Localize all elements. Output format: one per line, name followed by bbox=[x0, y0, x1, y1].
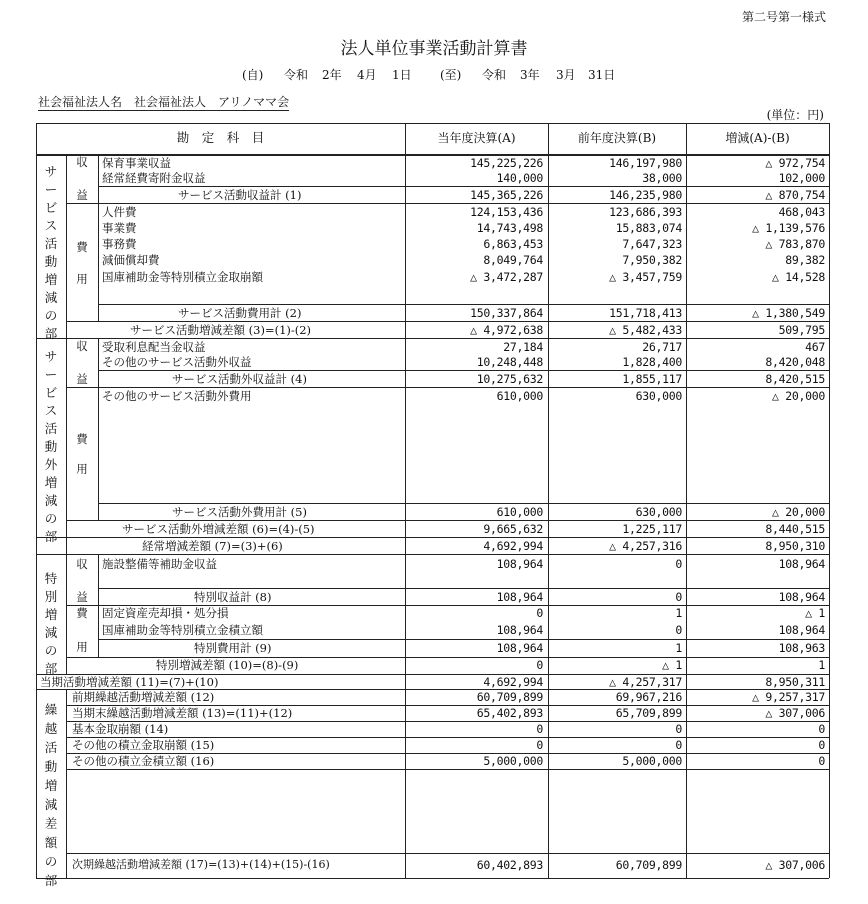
cell-diff: 108,964 bbox=[778, 590, 825, 604]
row-label: 固定資産売却損・処分損 bbox=[102, 606, 229, 620]
cell-diff: △ 1,380,549 bbox=[752, 306, 825, 320]
cell-previous: 65,709,899 bbox=[615, 706, 682, 720]
cell-diff: 102,000 bbox=[778, 171, 825, 185]
row-label: その他の積立金取崩額 (15) bbox=[72, 738, 215, 752]
row-label: 保育事業収益 bbox=[102, 156, 171, 170]
row-label: 経常増減差額 (7)=(3)+(6) bbox=[142, 539, 283, 553]
group-cost-3b: 用 bbox=[76, 640, 88, 654]
cell-previous: △ 3,457,759 bbox=[609, 270, 682, 284]
cell-previous: 60,709,899 bbox=[615, 858, 682, 872]
cell-current: 145,365,226 bbox=[470, 188, 543, 202]
cell-previous: 146,197,980 bbox=[609, 156, 682, 170]
cell-diff: 8,950,310 bbox=[765, 539, 825, 553]
cell-current: 60,402,893 bbox=[476, 858, 543, 872]
row-label: 特別費用計 (9) bbox=[194, 641, 272, 655]
row-label: 特別増減差額 (10)=(8)-(9) bbox=[156, 658, 299, 672]
row-label: 基本金取崩額 (14) bbox=[72, 722, 169, 736]
row-label: サービス活動収益計 (1) bbox=[178, 188, 302, 202]
section-service: サービス活動増減の部 bbox=[44, 164, 58, 341]
cell-current: 6,863,453 bbox=[483, 237, 543, 251]
cell-diff: △ 14,528 bbox=[772, 270, 825, 284]
cell-previous: △ 5,482,433 bbox=[609, 323, 682, 337]
period-to-day: 31日 bbox=[588, 68, 616, 82]
row-label: 減価償却費 bbox=[102, 253, 160, 267]
period-to-month: 3月 bbox=[556, 68, 576, 82]
group-revenue-3a: 収 bbox=[76, 557, 88, 571]
cell-current: 0 bbox=[536, 606, 543, 620]
cell-previous: 69,967,216 bbox=[615, 690, 682, 704]
cell-diff: 0 bbox=[818, 754, 825, 768]
cell-previous: 7,647,323 bbox=[622, 237, 682, 251]
cell-diff: △ 20,000 bbox=[772, 389, 825, 403]
cell-diff: 8,420,048 bbox=[765, 355, 825, 369]
row-label: サービス活動外費用計 (5) bbox=[172, 505, 307, 519]
cell-previous: △ 4,257,316 bbox=[609, 539, 682, 553]
group-revenue-1b: 益 bbox=[76, 188, 88, 202]
form-number: 第二号第一様式 bbox=[741, 10, 826, 24]
cell-previous: 146,235,980 bbox=[609, 188, 682, 202]
section-non-service: サービス活動外増減の部 bbox=[44, 349, 58, 544]
cell-current: △ 3,472,287 bbox=[470, 270, 543, 284]
cell-current: 4,692,994 bbox=[483, 539, 543, 553]
cell-diff: 108,964 bbox=[778, 557, 825, 571]
cell-current: 27,184 bbox=[503, 340, 543, 354]
cell-current: 14,743,498 bbox=[476, 221, 543, 235]
row-label: サービス活動外増減差額 (6)=(4)-(5) bbox=[122, 522, 315, 536]
cell-diff: △ 783,870 bbox=[765, 237, 825, 251]
cell-current: 610,000 bbox=[496, 389, 543, 403]
cell-previous: 0 bbox=[675, 590, 682, 604]
row-label: サービス活動増減差額 (3)=(1)-(2) bbox=[130, 323, 312, 337]
cell-previous: 630,000 bbox=[635, 505, 682, 519]
cell-current: 0 bbox=[536, 738, 543, 752]
period-to-era: 令和 bbox=[482, 68, 507, 82]
row-label: 当期活動増減差額 (11)=(7)+(10) bbox=[40, 675, 219, 689]
unit-label: (単位：円) bbox=[766, 108, 824, 122]
row-label: その他の積立金積立額 (16) bbox=[72, 754, 215, 768]
cell-previous: 1 bbox=[675, 606, 682, 620]
group-cost-3a: 費 bbox=[76, 606, 88, 620]
cell-current: 124,153,436 bbox=[470, 205, 543, 219]
row-label: 事業費 bbox=[102, 221, 137, 235]
cell-current: 60,709,899 bbox=[476, 690, 543, 704]
cell-diff: 509,795 bbox=[778, 323, 825, 337]
cell-previous: △ 1 bbox=[662, 658, 682, 672]
row-label: サービス活動外収益計 (4) bbox=[172, 372, 307, 386]
row-label: サービス活動費用計 (2) bbox=[178, 306, 302, 320]
cell-previous: 15,883,074 bbox=[615, 221, 682, 235]
cell-diff: 1 bbox=[818, 658, 825, 672]
cell-current: 108,964 bbox=[496, 557, 543, 571]
cell-diff: △ 307,006 bbox=[765, 858, 825, 872]
cell-current: △ 4,972,638 bbox=[470, 323, 543, 337]
cell-current: 108,964 bbox=[496, 641, 543, 655]
cell-previous: 0 bbox=[675, 738, 682, 752]
header-diff: 増減(A)-(B) bbox=[725, 131, 790, 145]
row-label: 次期繰越活動増減差額 (17)=(13)+(14)+(15)-(16) bbox=[72, 858, 330, 871]
cell-current: 10,248,448 bbox=[476, 355, 543, 369]
cell-current: 4,692,994 bbox=[483, 675, 543, 689]
period-from-era: 令和 bbox=[284, 68, 309, 82]
cell-diff: 8,420,515 bbox=[765, 372, 825, 386]
cell-current: 610,000 bbox=[496, 505, 543, 519]
cell-previous: 5,000,000 bbox=[622, 754, 682, 768]
cell-diff: △ 307,006 bbox=[765, 706, 825, 720]
cell-diff: 467 bbox=[805, 340, 825, 354]
row-label: 国庫補助金等特別積立金積立額 bbox=[102, 623, 263, 637]
cell-diff: △ 1 bbox=[805, 606, 825, 620]
row-label: 当期末繰越活動増減差額 (13)=(11)+(12) bbox=[72, 706, 293, 720]
row-label: 人件費 bbox=[102, 205, 137, 219]
row-label: その他のサービス活動外費用 bbox=[102, 389, 252, 403]
cell-diff: 89,382 bbox=[785, 253, 825, 267]
cell-diff: △ 972,754 bbox=[765, 156, 825, 170]
group-revenue-2b: 益 bbox=[76, 372, 88, 386]
cell-previous: △ 4,257,317 bbox=[609, 675, 682, 689]
group-cost-1a: 費 bbox=[76, 240, 88, 254]
cell-diff: △ 9,257,317 bbox=[752, 690, 825, 704]
cell-diff: 468,043 bbox=[778, 205, 825, 219]
cell-current: 108,964 bbox=[496, 590, 543, 604]
cell-previous: 0 bbox=[675, 722, 682, 736]
cell-previous: 1 bbox=[675, 641, 682, 655]
period-to-year: 3年 bbox=[520, 68, 540, 82]
cell-previous: 1,855,117 bbox=[622, 372, 682, 386]
cell-previous: 1,225,117 bbox=[622, 522, 682, 536]
cell-current: 0 bbox=[536, 658, 543, 672]
cell-previous: 7,950,382 bbox=[622, 253, 682, 267]
header-account: 勘 定 科 目 bbox=[176, 130, 265, 145]
cell-current: 140,000 bbox=[496, 171, 543, 185]
cell-current: 108,964 bbox=[496, 623, 543, 637]
row-label: 経常経費寄附金収益 bbox=[102, 171, 206, 185]
cell-current: 10,275,632 bbox=[476, 372, 543, 386]
period-to-label: (至) bbox=[440, 68, 462, 82]
row-label: 事務費 bbox=[102, 237, 137, 251]
row-label: 施設整備等補助金収益 bbox=[102, 557, 217, 571]
cell-previous: 0 bbox=[675, 623, 682, 637]
cell-current: 145,225,226 bbox=[470, 156, 543, 170]
cell-diff: 8,950,311 bbox=[765, 675, 825, 689]
document-title: 法人単位事業活動計算書 bbox=[340, 39, 528, 59]
cell-previous: 151,718,413 bbox=[609, 306, 682, 320]
cell-previous: 630,000 bbox=[635, 389, 682, 403]
period-from-year: 2年 bbox=[322, 68, 342, 82]
period-from-month: 4月 bbox=[357, 68, 377, 82]
header-previous: 前年度決算(B) bbox=[577, 131, 657, 145]
row-label: 受取利息配当金収益 bbox=[102, 340, 206, 354]
cell-previous: 1,828,400 bbox=[622, 355, 682, 369]
cell-diff: 108,963 bbox=[778, 641, 825, 655]
row-label: 国庫補助金等特別積立金取崩額 bbox=[102, 270, 263, 284]
cell-current: 5,000,000 bbox=[483, 754, 543, 768]
group-cost-1b: 用 bbox=[76, 272, 88, 286]
cell-previous: 26,717 bbox=[642, 340, 682, 354]
cell-diff: △ 870,754 bbox=[765, 188, 825, 202]
group-cost-2b: 用 bbox=[76, 462, 88, 476]
corporation-label: 社会福祉法人名 bbox=[38, 95, 123, 109]
corporation-name: 社会福祉法人 アリノママ会 bbox=[134, 95, 290, 109]
section-special: 特別増減の部 bbox=[44, 571, 58, 676]
cell-diff: △ 1,139,576 bbox=[752, 221, 825, 235]
cell-current: 0 bbox=[536, 722, 543, 736]
group-cost-2a: 費 bbox=[76, 432, 88, 446]
section-carryover: 繰越活動増減差額の部 bbox=[44, 702, 58, 888]
cell-diff: △ 20,000 bbox=[772, 505, 825, 519]
cell-previous: 123,686,393 bbox=[609, 205, 682, 219]
cell-current: 8,049,764 bbox=[483, 253, 543, 267]
cell-diff: 8,440,515 bbox=[765, 522, 825, 536]
cell-diff: 108,964 bbox=[778, 623, 825, 637]
group-revenue-2a: 収 bbox=[76, 339, 88, 353]
period-from-day: 1日 bbox=[392, 68, 412, 82]
header-current: 当年度決算(A) bbox=[437, 131, 516, 145]
cell-current: 9,665,632 bbox=[483, 522, 543, 536]
cell-diff: 0 bbox=[818, 738, 825, 752]
row-label: 前期繰越活動増減差額 (12) bbox=[72, 690, 215, 704]
cell-current: 150,337,864 bbox=[470, 306, 543, 320]
cell-previous: 0 bbox=[675, 557, 682, 571]
row-label: 特別収益計 (8) bbox=[194, 590, 272, 604]
cell-previous: 38,000 bbox=[642, 171, 682, 185]
cell-diff: 0 bbox=[818, 722, 825, 736]
group-revenue-1a: 収 bbox=[76, 155, 88, 169]
row-label: その他のサービス活動外収益 bbox=[102, 355, 252, 369]
corporation-line bbox=[38, 93, 289, 111]
group-revenue-3b: 益 bbox=[76, 590, 88, 604]
period-from-label: (自) bbox=[242, 68, 264, 82]
cell-current: 65,402,893 bbox=[476, 706, 543, 720]
